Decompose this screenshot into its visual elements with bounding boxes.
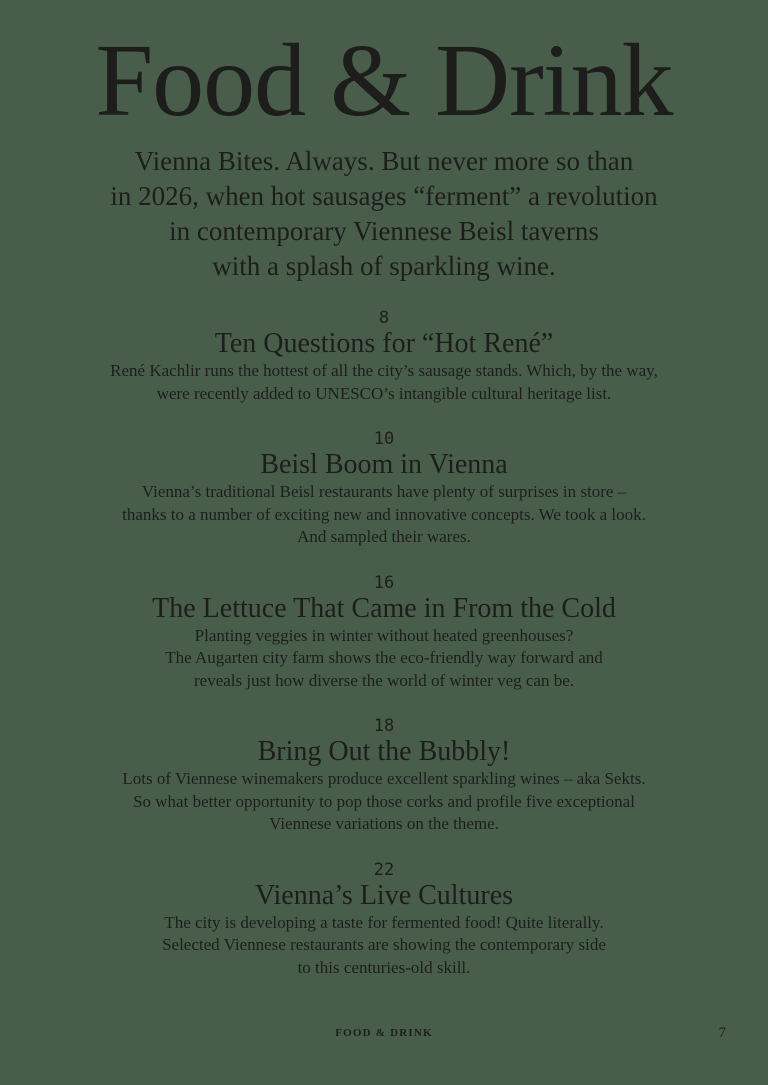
description-line: were recently added to UNESCO’s intangible cultural heritage list. bbox=[156, 383, 612, 403]
article-title[interactable]: Bring Out the Bubbly! bbox=[257, 736, 511, 767]
article-entry[interactable] bbox=[40, 308, 728, 405]
article-description bbox=[40, 768, 728, 836]
article-title[interactable]: Ten Questions for “Hot René” bbox=[214, 328, 554, 359]
article-entry[interactable] bbox=[40, 573, 728, 693]
article-page-number: 16 bbox=[373, 572, 395, 593]
article-description bbox=[40, 360, 728, 405]
description-line: Vienna’s traditional Beisl restaurants have plenty of surprises in store – bbox=[141, 482, 627, 501]
article-description bbox=[40, 625, 728, 693]
article-description bbox=[40, 481, 728, 549]
article-title[interactable]: The Lettuce That Came in From the Cold bbox=[152, 592, 616, 624]
description-line: to this centuries-old skill. bbox=[297, 957, 471, 977]
footer-section-label: FOOD & DRINK bbox=[335, 1027, 433, 1039]
description-line: René Kachlir runs the hottest of all the city’s sausage stands. Which, by the way, bbox=[110, 361, 658, 380]
intro-line: Vienna Bites. Always. But never more so than bbox=[134, 146, 634, 176]
description-line: The Augarten city farm shows the eco-friendly way forward and bbox=[165, 648, 603, 667]
footer-page-number: 7 bbox=[718, 1025, 726, 1041]
intro-line: with a splash of sparkling wine. bbox=[212, 251, 556, 281]
description-line: Lots of Viennese winemakers produce excellent sparkling wines – aka Sekts. bbox=[122, 769, 646, 788]
description-line: Selected Viennese restaurants are showing the contemporary side bbox=[162, 935, 606, 954]
page-title: Food & Drink bbox=[95, 23, 673, 138]
article-page-number: 10 bbox=[373, 429, 395, 449]
article-page-number: 22 bbox=[373, 859, 395, 880]
article-entry[interactable] bbox=[40, 429, 728, 549]
article-description bbox=[40, 912, 728, 980]
article-page-number: 18 bbox=[373, 716, 395, 736]
article-title[interactable]: Beisl Boom in Vienna bbox=[260, 449, 508, 480]
article-entry[interactable] bbox=[40, 716, 728, 836]
intro-line: in 2026, when hot sausages “ferment” a revolution bbox=[110, 181, 658, 211]
description-line: thanks to a number of exciting new and innovative concepts. We took a look. bbox=[122, 504, 646, 524]
description-line: The city is developing a taste for fermented food! Quite literally. bbox=[164, 912, 604, 932]
article-list bbox=[40, 308, 728, 1003]
description-line: And sampled their wares. bbox=[297, 527, 471, 546]
description-line: Viennese variations on the theme. bbox=[269, 814, 499, 833]
article-page-number: 8 bbox=[378, 308, 390, 328]
description-line: reveals just how diverse the world of winter veg can be. bbox=[193, 670, 575, 690]
intro-line: in contemporary Viennese Beisl taverns bbox=[169, 216, 599, 246]
intro-text bbox=[60, 144, 708, 284]
article-entry[interactable] bbox=[40, 860, 728, 980]
article-title[interactable]: Vienna’s Live Cultures bbox=[254, 879, 514, 911]
description-line: So what better opportunity to pop those corks and profile five exceptional bbox=[133, 791, 635, 811]
description-line: Planting veggies in winter without heated greenhouses? bbox=[194, 625, 574, 645]
